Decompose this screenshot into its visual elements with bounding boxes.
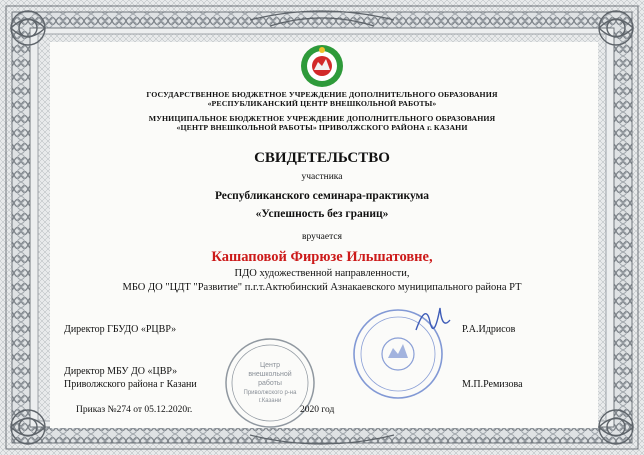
org-line-3: МУНИЦИПАЛЬНОЕ БЮДЖЕТНОЕ УЧРЕЖДЕНИЕ ДОПОЛНИТЕЛЬНОГО ОБРАЗОВАНИЯ xyxy=(148,114,496,123)
org-line-1: ГОСУДАРСТВЕННОЕ БЮДЖЕТНОЕ УЧРЕЖДЕНИЕ ДОПОЛНИТЕЛЬНОГО ОБРАЗОВАНИЯ xyxy=(146,90,498,99)
org-line-4: «ЦЕНТР ВНЕШКОЛЬНОЙ РАБОТЫ» ПРИВОЛЖСКОГО РАЙОНА г. КАЗАНИ xyxy=(176,123,468,132)
seal-stamp-2 xyxy=(346,300,458,404)
recipient-name: Кашаповой Фирюзе Ильшатовне, xyxy=(211,249,433,265)
org-line-2: «РЕСПУБЛИКАНСКИЙ ЦЕНТР ВНЕШКОЛЬНОЙ РАБОТЫ» xyxy=(207,99,437,108)
seal-text-5: г.Казани xyxy=(258,398,282,404)
recipient-position: ПДО художественной направленности, xyxy=(234,268,410,279)
participant-role: участника xyxy=(301,172,343,182)
certificate-title: СВИДЕТЕЛЬСТВО xyxy=(254,150,390,166)
tatarstan-emblem-icon xyxy=(295,44,349,88)
director2-title-line2: Приволжского района г Казани xyxy=(64,379,197,390)
seal-text-4: Приволжского р-на xyxy=(243,390,297,396)
director1-title: Директор ГБУДО «РЦВР» xyxy=(64,324,177,335)
event-line-2: «Успешность без границ» xyxy=(255,208,389,220)
director2-title-line1: Директор МБУ ДО «ЦВР» xyxy=(64,366,178,377)
recipient-institution: МБО ДО "ЦДТ "Развитие" п.г.т.Актюбинский Азнакаевского муниципального района РТ xyxy=(122,282,522,293)
seal-text-3: работы xyxy=(258,380,282,387)
seal-stamp-1 xyxy=(222,335,318,431)
director1-name: Р.А.Идрисов xyxy=(462,324,516,335)
event-line-1: Республиканского семинара-практикума xyxy=(214,190,430,202)
director2-name: М.П.Ремизова xyxy=(462,379,523,390)
order-number: Приказ №274 от 05.12.2020г. xyxy=(76,405,193,415)
seal-text-1: Центр xyxy=(259,362,281,369)
seal-text-2: внешкольной xyxy=(248,371,292,378)
awarded-label: вручается xyxy=(302,232,342,242)
year-label: 2020 год xyxy=(300,405,335,415)
